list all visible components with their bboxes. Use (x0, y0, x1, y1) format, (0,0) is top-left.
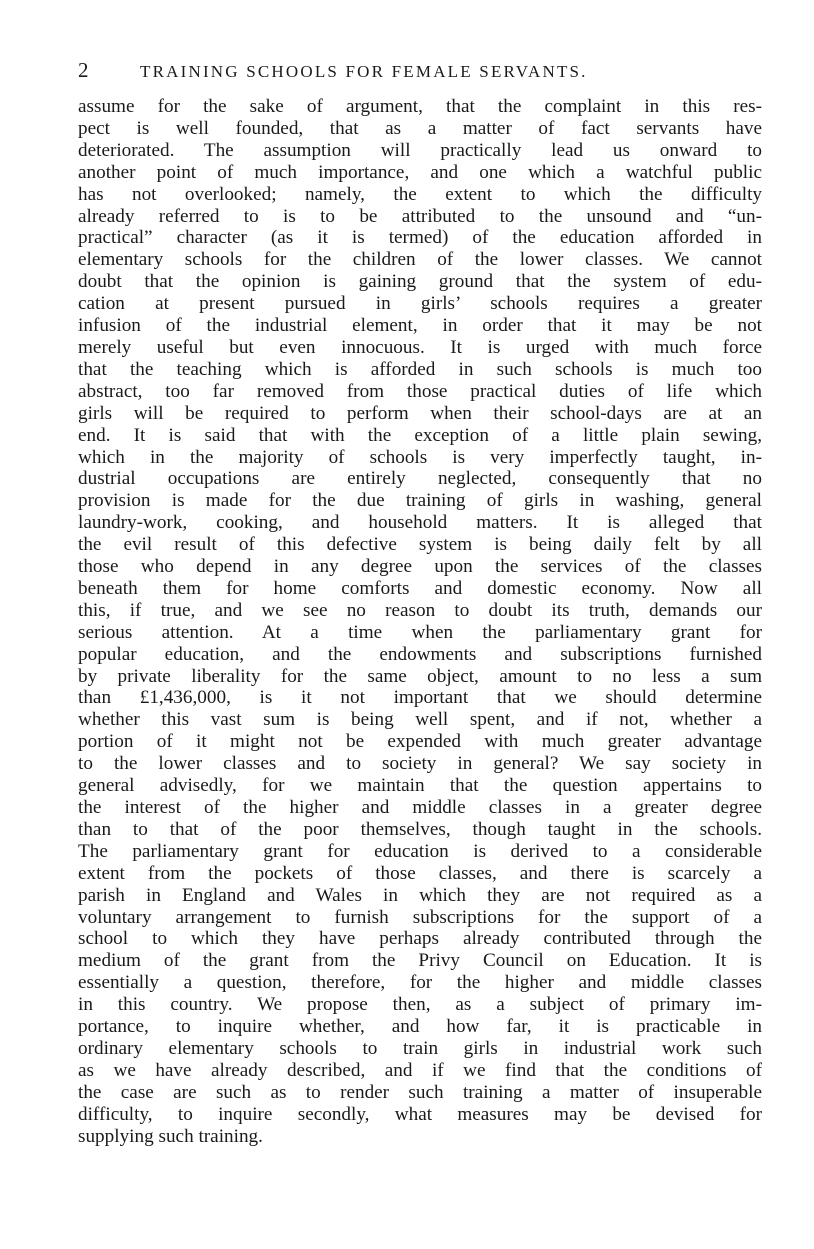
text-line: supplying such training. (78, 1125, 263, 1147)
text-line: that the teaching which is afforded in such schools is much too (78, 358, 762, 380)
text-line: this, if true, and we see no reason to doubt its truth, demands our (78, 599, 762, 621)
text-line: as we have already described, and if we find that the conditions of (78, 1059, 762, 1081)
text-line: to the lower classes and to society in general? We say society in (78, 753, 762, 775)
text-line: cation at present pursued in girls’ schools requires a greater (78, 293, 762, 315)
text-line: voluntary arrangement to furnish subscriptions for the support of a (78, 906, 762, 928)
text-line: ordinary elementary schools to train girls in industrial work such (78, 1037, 762, 1059)
text-line: those who depend in any degree upon the services of the classes (78, 556, 762, 578)
text-line: difficulty, to inquire secondly, what measures may be devised for (78, 1103, 762, 1125)
text-line: another point of much importance, and one which a watchful public (78, 161, 762, 183)
text-line: general advisedly, for we maintain that the question appertains to (78, 775, 762, 797)
book-page (78, 58, 762, 1148)
text-line: dustrial occupations are entirely neglected, consequently that no (78, 468, 762, 490)
text-line: popular education, and the endowments and subscriptions furnished (78, 643, 762, 665)
page-number: 2 (78, 58, 89, 82)
text-line: already referred to is to be attributed to the unsound and “un- (78, 205, 762, 227)
text-line: than to that of the poor themselves, though taught in the schools. (78, 818, 762, 840)
text-line: assume for the sake of argument, that the complaint in this res- (78, 96, 762, 117)
text-line: whether this vast sum is being well spent, and if not, whether a (78, 709, 762, 731)
text-line: pect is well founded, that as a matter of fact servants have (78, 117, 762, 139)
text-line: essentially a question, therefore, for the higher and middle classes (78, 972, 762, 994)
text-line: portance, to inquire whether, and how far, it is practicable in (78, 1016, 762, 1038)
text-line: doubt that the opinion is gaining ground that the system of edu- (78, 271, 762, 293)
text-line: the interest of the higher and middle classes in a greater degree (78, 797, 762, 818)
text-line: extent from the pockets of those classes, and there is scarcely a (78, 862, 762, 884)
text-line: merely useful but even innocuous. It is urged with much force (78, 336, 762, 358)
text-line: end. It is said that with the exception of a little plain sewing, (78, 424, 762, 446)
text-line: the case are such as to render such training a matter of insuperable (78, 1081, 762, 1103)
text-line: provision is made for the due training of girls in washing, general (78, 490, 762, 512)
text-line: medium of the grant from the Privy Council on Education. It is (78, 950, 762, 972)
running-header (78, 58, 762, 88)
text-line: has not overlooked; namely, the extent to which the difficulty (78, 183, 762, 205)
text-line: parish in England and Wales in which they are not required as a (78, 884, 762, 906)
text-line: deteriorated. The assumption will practically lead us onward to (78, 139, 762, 161)
text-line: the evil result of this defective system is being daily felt by all (78, 534, 762, 556)
text-line: school to which they have perhaps already contributed through the (78, 928, 762, 950)
text-line: abstract, too far removed from those practical duties of life which (78, 380, 762, 402)
text-line: elementary schools for the children of the lower classes. We cannot (78, 249, 762, 271)
text-line: portion of it might not be expended with much greater advantage (78, 731, 762, 753)
text-line: which in the majority of schools is very imperfectly taught, in- (78, 446, 762, 468)
text-line: infusion of the industrial element, in order that it may be not (78, 315, 762, 337)
text-line: The parliamentary grant for education is derived to a considerable (78, 840, 762, 862)
text-line: laundry-work, cooking, and household matters. It is alleged that (78, 512, 762, 534)
body-paragraph (78, 96, 762, 1148)
text-line: by private liberality for the same object, amount to no less a sum (78, 665, 762, 687)
text-line: in this country. We propose then, as a subject of primary im- (78, 994, 762, 1016)
text-line: serious attention. At a time when the parliamentary grant for (78, 621, 762, 643)
text-line: than £1,436,000, is it not important that we should determine (78, 687, 762, 709)
text-line: girls will be required to perform when their school-days are at an (78, 402, 762, 424)
text-line: beneath them for home comforts and domestic economy. Now all (78, 577, 762, 599)
text-line: practical” character (as it is termed) of the education afforded in (78, 227, 762, 249)
running-title: TRAINING SCHOOLS FOR FEMALE SERVANTS. (140, 62, 588, 81)
